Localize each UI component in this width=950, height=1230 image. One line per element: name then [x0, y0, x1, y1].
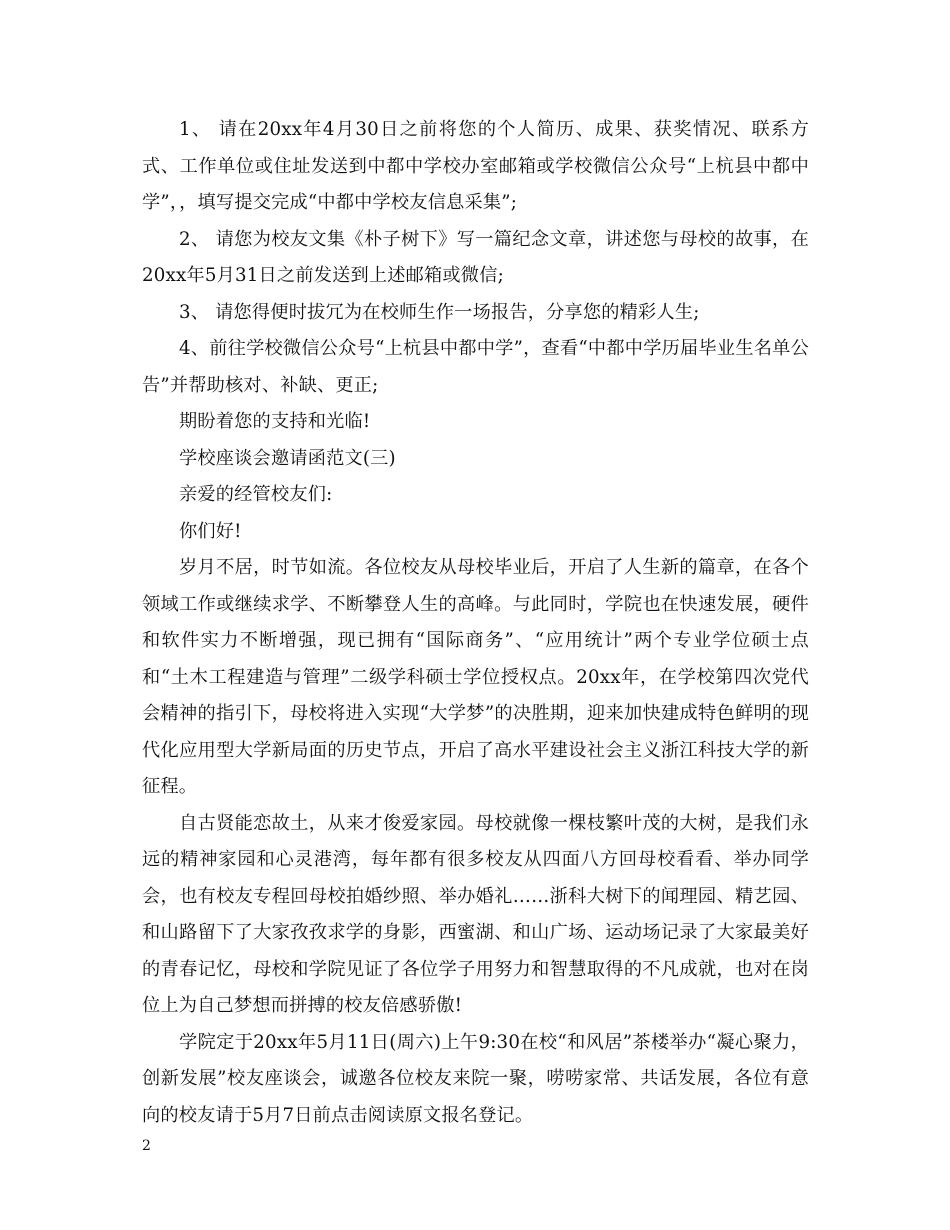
paragraph-item-3: 3、 请您得便时拔冗为在校师生作一场报告，分享您的精彩人生; [179, 301, 700, 323]
page-number: 2 [142, 1138, 151, 1154]
body-paragraph-2: 自古贤能恋故土，从来才俊爱家园。母校就像一棵枝繁叶茂的大树，是我们永远的精神家园和心灵港湾，每年都有很多校友从四面八方回母校看看、举办同学会，也有校友专程回母校拍婚纱照、举办婚礼……浙科大树下的闻理园、精艺园、和山路留下了大家孜孜求学的身影，西蜜湖、和山广场、运动场记录了大家最美好的青春记忆，母校和学院见证了各位学子用努力和智慧取得的不凡成就，也对在岗位上为自己梦想而拼搏的校友倍感骄傲! [142, 812, 809, 1016]
paragraph-item-4: 4、前往学校微信公众号“上杭县中都中学”，查看“中都中学历届毕业生名单公告”并帮助核对、补缺、更正; [142, 338, 809, 396]
paragraph-item-2: 2、 请您为校友文集《朴子树下》写一篇纪念文章，讲述您与母校的故事，在20xx年5月31日之前发送到上述邮箱或微信; [142, 228, 809, 286]
greeting: 你们好! [179, 520, 242, 542]
body-paragraph-1: 岁月不居，时节如流。各位校友从母校毕业后，开启了人生新的篇章，在各个领域工作或继续求学、不断攀登人生的高峰。与此同时，学院也在快速发展，硬件和软件实力不断增强，现已拥有“国际商务”、“应用统计”两个专业学位硕士点和“土木工程建造与管理”二级学科硕士学位授权点。20xx年，在学校第四次党代会精神的指引下，母校将进入实现“大学梦”的决胜期，迎来加快建成特色鲜明的现代化应用型大学新局面的历史节点，开启了高水平建设社会主义浙江科技大学的新征程。 [142, 557, 809, 797]
section-heading: 学校座谈会邀请函范文(三) [179, 447, 396, 469]
document-body [142, 112, 809, 1134]
closing-line: 期盼着您的支持和光临! [179, 411, 371, 432]
paragraph-item-1: 1、 请在20xx年4月30日之前将您的个人简历、成果、获奖情况、联系方式、工作单位或住址发送到中都中学校办室邮箱或学校微信公众号“上杭县中都中学”，，填写提交完成“中都中学校友信息采集”; [142, 119, 809, 213]
salutation: 亲爱的经管校友们: [179, 484, 333, 505]
body-paragraph-3: 学院定于20xx年5月11日(周六)上午9:30在校“和风居”茶楼举办“凝心聚力，创新发展”校友座谈会，诚邀各位校友来院一聚，唠唠家常、共话发展，各位有意向的校友请于5月7日前点击阅读原文报名登记。 [142, 1031, 809, 1126]
